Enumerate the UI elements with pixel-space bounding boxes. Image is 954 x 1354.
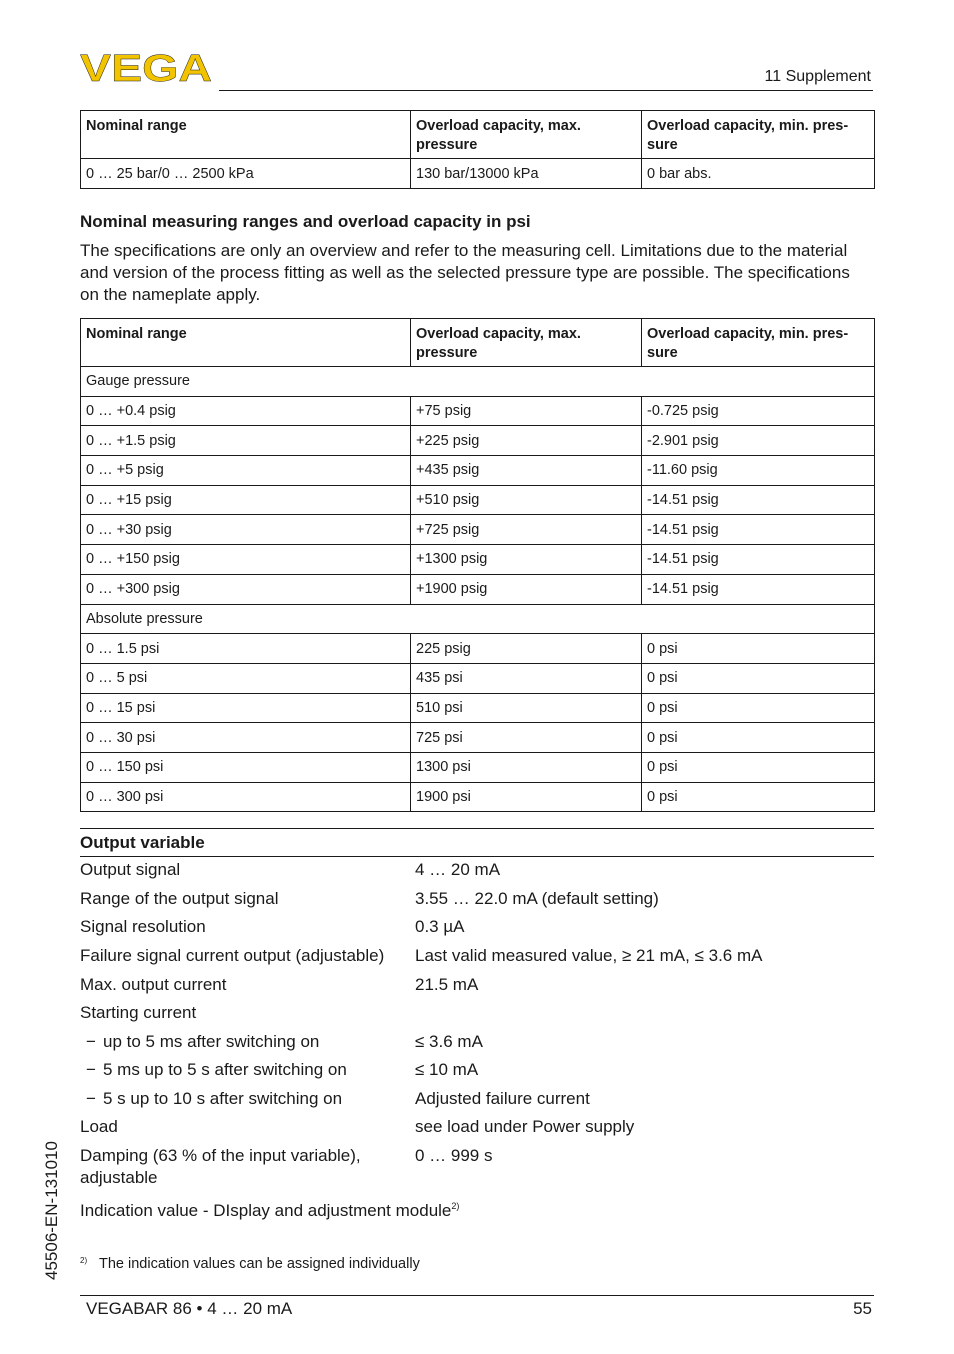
table-cell: -11.60 psig — [642, 456, 875, 486]
table-cell: 0 … 1.5 psi — [81, 634, 411, 664]
table-row — [81, 723, 875, 753]
table-cell: +1900 psig — [411, 574, 642, 604]
footnote-mark: 2) — [80, 1256, 88, 1265]
spec-value: Last valid measured value, ≥ 21 mA, ≤ 3.6 mA — [415, 946, 763, 965]
table-row — [81, 663, 875, 693]
table-row — [81, 634, 875, 664]
bar-range-table — [80, 110, 875, 189]
output-top-rule — [80, 828, 874, 829]
table-header-row — [81, 319, 875, 367]
table-cell: 725 psi — [411, 723, 642, 753]
table-cell: 0 bar abs. — [642, 159, 875, 189]
spec-label: Failure signal current output (adjustable) — [80, 946, 385, 965]
table-row — [81, 396, 875, 426]
dash-bullet: − — [86, 1032, 96, 1051]
spec-label: Max. output current — [80, 975, 227, 994]
table-cell: 0 … 5 psi — [81, 663, 411, 693]
table-row — [81, 485, 875, 515]
table-cell: 0 psi — [642, 663, 875, 693]
table-row — [81, 752, 875, 782]
table-row — [81, 456, 875, 486]
table-cell: 225 psig — [411, 634, 642, 664]
table-cell: 0 … +300 psig — [81, 574, 411, 604]
table-cell: +225 psig — [411, 426, 642, 456]
table-cell: +1300 psig — [411, 545, 642, 575]
table-cell: -14.51 psig — [642, 545, 875, 575]
footnote — [80, 1256, 420, 1272]
spec-label: Output signal — [80, 860, 181, 879]
footer-divider — [80, 1295, 874, 1296]
group-title: Absolute pressure — [81, 604, 875, 634]
header-overload-min: Overload capacity, min. pres-sure — [642, 111, 875, 159]
table-cell: 0 … 300 psi — [81, 782, 411, 812]
table-cell: -0.725 psig — [642, 396, 875, 426]
table-cell: 0 … +5 psig — [81, 456, 411, 486]
table-cell: 0 … +150 psig — [81, 545, 411, 575]
table-cell: -2.901 psig — [642, 426, 875, 456]
spec-label: Signal resolution — [80, 917, 206, 936]
table-cell: +510 psig — [411, 485, 642, 515]
table-cell: 0 psi — [642, 723, 875, 753]
spec-label: Damping (63 % of the input variable), adjustable — [80, 1146, 361, 1187]
output-heading: Output variable — [80, 833, 205, 852]
table-cell: -14.51 psig — [642, 574, 875, 604]
table-cell: 0 … 15 psi — [81, 693, 411, 723]
spec-sublabel — [86, 1088, 411, 1110]
spec-label: Range of the output signal — [80, 889, 279, 908]
table-row — [81, 159, 875, 189]
table-cell: 0 psi — [642, 752, 875, 782]
table-cell: +725 psig — [411, 515, 642, 545]
table-cell: 0 … +30 psig — [81, 515, 411, 545]
footnote-ref: 2) — [451, 1201, 460, 1211]
table-cell: +435 psig — [411, 456, 642, 486]
psi-intro-paragraph: The specifications are only an overview and refer to the measuring cell. Limitations due to the material and version of the process fitting as well as the selected pressure type are possible. The specifications on the nameplate apply. — [80, 241, 850, 304]
document-number: 45506-EN-131010 — [42, 1141, 61, 1280]
spec-value: see load under Power supply — [415, 1117, 635, 1136]
spec-value: 4 … 20 mA — [415, 860, 501, 879]
group-row-absolute-pressure — [81, 604, 875, 634]
spec-label: up to 5 ms after switching on — [103, 1032, 320, 1051]
dash-bullet: − — [86, 1060, 96, 1079]
spec-value: 0 … 999 s — [415, 1146, 493, 1165]
table-cell: 130 bar/13000 kPa — [411, 159, 642, 189]
table-cell: -14.51 psig — [642, 515, 875, 545]
spec-value: 3.55 … 22.0 mA (default setting) — [415, 889, 659, 908]
header-overload-min: Overload capacity, min. pres-sure — [642, 319, 875, 367]
footer-product: VEGABAR 86 • 4 … 20 mA — [86, 1299, 293, 1318]
table-cell: 0 … 150 psi — [81, 752, 411, 782]
spec-value: ≤ 10 mA — [415, 1060, 479, 1079]
table-row — [81, 693, 875, 723]
section-label: 11 Supplement — [764, 68, 871, 85]
group-row-gauge-pressure — [81, 367, 875, 397]
dash-bullet: − — [86, 1089, 96, 1108]
table-row — [81, 782, 875, 812]
footnote-text: The indication values can be assigned individually — [99, 1256, 420, 1272]
header-overload-max: Overload capacity, max. pressure — [411, 319, 642, 367]
spec-label: Indication value - DIsplay and adjustment module — [80, 1201, 452, 1220]
header-overload-max: Overload capacity, max. pressure — [411, 111, 642, 159]
table-cell: 0 … 30 psi — [81, 723, 411, 753]
table-cell: 1300 psi — [411, 752, 642, 782]
table-cell: 0 psi — [642, 782, 875, 812]
spec-sublabel — [86, 1059, 411, 1081]
table-cell: -14.51 psig — [642, 485, 875, 515]
table-cell: 510 psi — [411, 693, 642, 723]
vega-logo — [80, 52, 212, 84]
logo-text: VEGA — [80, 52, 212, 84]
group-title: Gauge pressure — [81, 367, 875, 397]
psi-section-heading: Nominal measuring ranges and overload capacity in psi — [80, 212, 531, 231]
spec-value: Adjusted failure current — [415, 1089, 590, 1108]
output-bottom-rule — [80, 856, 874, 857]
spec-sublabel — [86, 1031, 411, 1053]
spec-label: 5 ms up to 5 s after switching on — [103, 1060, 347, 1079]
page-number: 55 — [853, 1299, 872, 1318]
table-cell: 0 … 25 bar/0 … 2500 kPa — [81, 159, 411, 189]
table-cell: 0 psi — [642, 693, 875, 723]
header-nominal-range: Nominal range — [81, 319, 411, 367]
table-cell: 0 … +15 psig — [81, 485, 411, 515]
table-row — [81, 426, 875, 456]
table-cell: 435 psi — [411, 663, 642, 693]
spec-label: Load — [80, 1117, 118, 1136]
table-cell: +75 psig — [411, 396, 642, 426]
table-cell: 0 psi — [642, 634, 875, 664]
table-row — [81, 515, 875, 545]
table-row — [81, 574, 875, 604]
header-nominal-range: Nominal range — [81, 111, 411, 159]
table-cell: 1900 psi — [411, 782, 642, 812]
header-divider — [219, 90, 873, 91]
spec-label-wrap — [80, 1195, 680, 1222]
table-cell: 0 … +0.4 psig — [81, 396, 411, 426]
spec-value: 21.5 mA — [415, 975, 479, 994]
table-header-row — [81, 111, 875, 159]
table-row — [81, 545, 875, 575]
spec-label: Starting current — [80, 1003, 197, 1022]
spec-value: ≤ 3.6 mA — [415, 1032, 483, 1051]
spec-label: 5 s up to 10 s after switching on — [103, 1089, 343, 1108]
table-cell: 0 … +1.5 psig — [81, 426, 411, 456]
spec-value: 0.3 µA — [415, 917, 465, 936]
psi-range-table — [80, 318, 875, 812]
